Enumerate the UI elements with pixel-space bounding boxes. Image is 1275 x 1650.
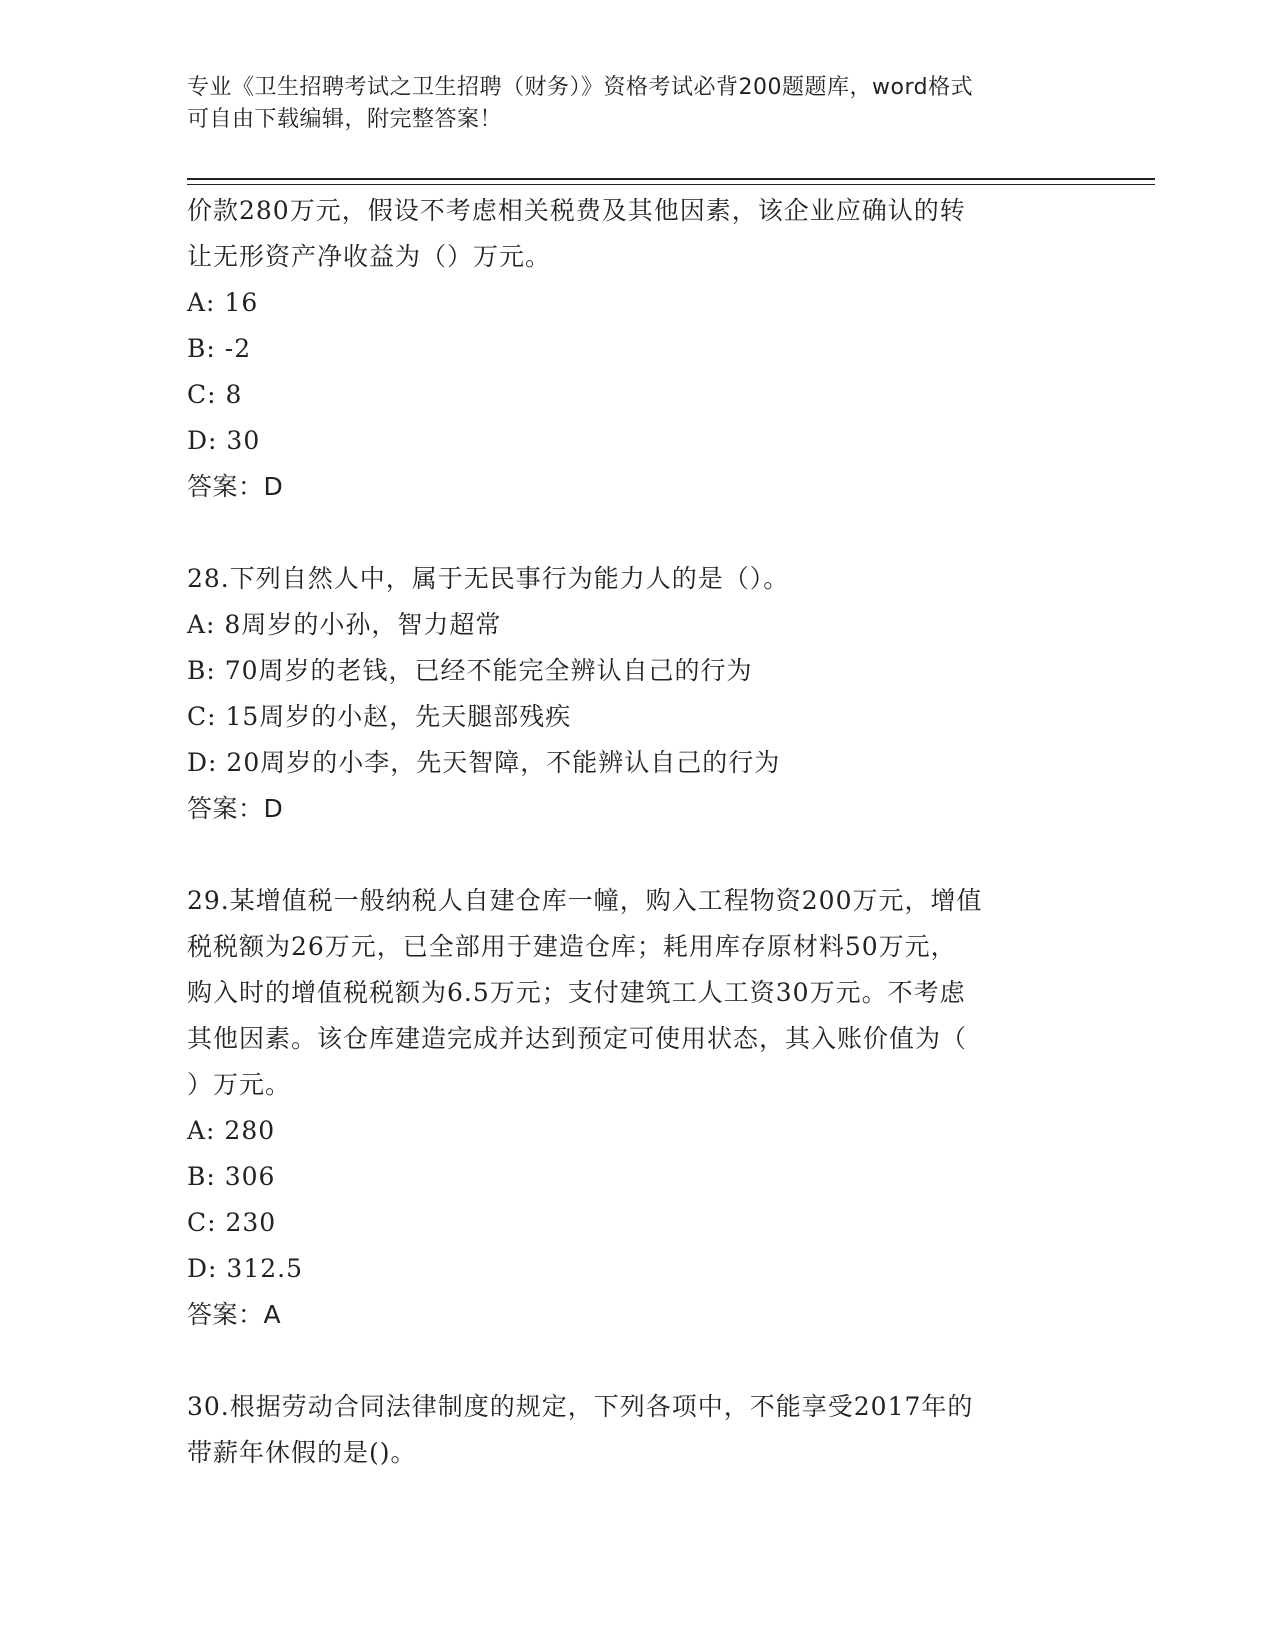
question-text-line: 购入时的增值税税额为6.5万元；支付建筑工人工资30万元。不考虑 (187, 978, 966, 1007)
question-content (187, 188, 1067, 1476)
question-29 (187, 878, 1067, 1338)
option-d: D: 20周岁的小李，先天智障，不能辨认自己的行为 (187, 748, 781, 777)
header-line-2: 可自由下载编辑，附完整答案！ (187, 107, 503, 132)
header-rule-thick (187, 178, 1155, 180)
option-b: B: 306 (187, 1162, 276, 1191)
question-text-line: 价款280万元，假设不考虑相关税费及其他因素，该企业应确认的转 (187, 196, 966, 225)
question-text-line: 让无形资产净收益为（）万元。 (187, 242, 552, 271)
option-a: A: 16 (187, 288, 259, 317)
header-rule-thin (187, 184, 1155, 185)
question-text-line: 29.某增值税一般纳税人自建仓库一幢，购入工程物资200万元，增值 (187, 886, 983, 915)
answer-line: 答案：D (187, 472, 284, 501)
question-text-line: 其他因素。该仓库建造完成并达到预定可使用状态，其入账价值为（ (187, 1024, 968, 1053)
option-d: D: 312.5 (187, 1254, 303, 1283)
option-b: B: 70周岁的老钱，已经不能完全辨认自己的行为 (187, 656, 753, 685)
option-c: C: 230 (187, 1208, 277, 1237)
header-line-1: 专业《卫生招聘考试之卫生招聘（财务）》资格考试必背200题题库，word格式 (187, 75, 974, 100)
question-text-line: 28.下列自然人中，属于无民事行为能力人的是（）。 (187, 564, 790, 593)
question-28 (187, 556, 1067, 832)
question-30 (187, 1384, 1067, 1476)
option-b: B: -2 (187, 334, 252, 363)
answer-line: 答案：A (187, 1300, 282, 1329)
spacer (187, 1338, 1067, 1384)
question-text-line: ）万元。 (187, 1070, 292, 1099)
question-27-tail (187, 188, 1067, 510)
answer-line: 答案：D (187, 794, 284, 823)
option-d: D: 30 (187, 426, 261, 455)
question-text-line: 带薪年休假的是()。 (187, 1438, 417, 1467)
question-text-line: 税税额为26万元，已全部用于建造仓库；耗用库存原材料50万元， (187, 932, 957, 961)
option-a: A: 280 (187, 1116, 276, 1145)
question-text-line: 30.根据劳动合同法律制度的规定，下列各项中，不能享受2017年的 (187, 1392, 974, 1421)
spacer (187, 832, 1067, 878)
option-a: A: 8周岁的小孙，智力超常 (187, 610, 502, 639)
option-c: C: 15周岁的小赵，先天腿部残疾 (187, 702, 572, 731)
option-c: C: 8 (187, 380, 243, 409)
spacer (187, 510, 1067, 556)
document-header (187, 72, 1067, 136)
